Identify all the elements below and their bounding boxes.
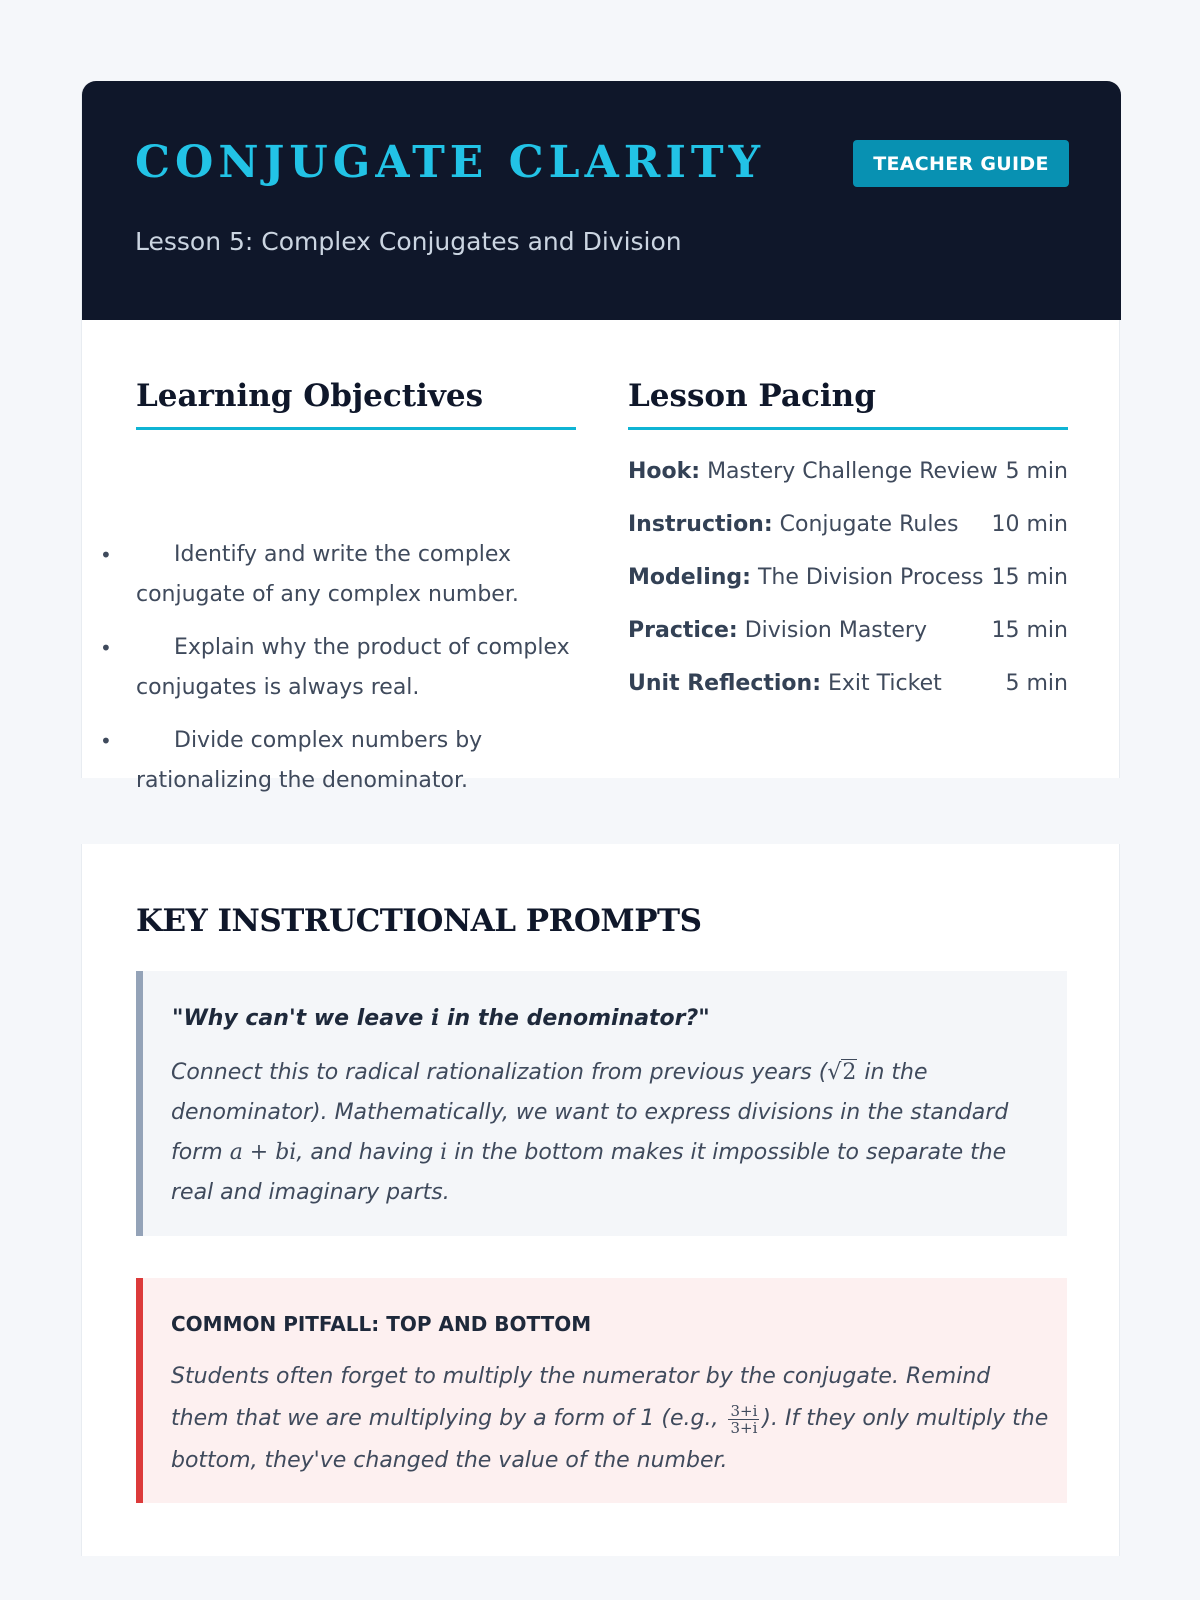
bullet-icon: • <box>100 636 112 660</box>
instructional-prompts-card <box>81 844 1120 1556</box>
objectives-divider <box>136 427 576 430</box>
pacing-heading: Lesson Pacing <box>628 378 876 414</box>
objectives-heading: Learning Objectives <box>136 378 484 414</box>
list-item: • Explain why the product of complex conjugates is always real. <box>136 628 576 708</box>
teacher-guide-badge: TEACHER GUIDE <box>853 140 1069 187</box>
pacing-row: Practice: Division Mastery 15 min <box>628 618 1068 643</box>
prompt-callout <box>136 971 1067 1236</box>
prompt-question: "Why can't we leave i in the denominator?" <box>172 1005 710 1031</box>
pacing-row: Hook: Mastery Challenge Review 5 min <box>628 459 1068 484</box>
prompt-explanation: Connect this to radical rationalization from previous years (√2 in the denominator). Mathematically, we want to express divisions in the standard form a + bi, and having i in the bottom makes it impossible to separate the real and imaginary parts. <box>171 1060 1009 1205</box>
pacing-row: Instruction: Conjugate Rules 10 min <box>628 512 1068 537</box>
pacing-divider <box>628 427 1068 430</box>
prompts-heading: KEY INSTRUCTIONAL PROMPTS <box>136 903 702 939</box>
list-item: • Identify and write the complex conjugate of any complex number. <box>136 535 576 615</box>
bullet-icon: • <box>100 729 112 753</box>
lesson-overview-card <box>81 81 1120 793</box>
pacing-row: Modeling: The Division Process 15 min <box>628 565 1068 590</box>
fraction-expression: $\frac{3+i}{3+i}$ <box>730 1401 758 1437</box>
objectives-list <box>100 535 576 814</box>
pitfall-callout <box>136 1278 1067 1503</box>
page-title: CONJUGATE CLARITY <box>135 137 766 188</box>
pitfall-text: Students often forget to multiply the numerator by the conjugate. Remind them that we are multiplying by a form of 1 (e.g., $\frac{3+i}{3+i}$ ). If they only multiply the bottom, they've changed the value of the number. <box>171 1364 1049 1473</box>
pitfall-title: COMMON PITFALL: TOP AND BOTTOM <box>171 1312 592 1336</box>
lesson-header <box>82 81 1121 320</box>
bullet-icon: • <box>100 543 112 567</box>
pacing-row: Unit Reflection: Exit Ticket 5 min <box>628 671 1068 696</box>
lesson-subtitle: Lesson 5: Complex Conjugates and Division <box>135 227 682 256</box>
sqrt-expression: √2 <box>827 1060 857 1085</box>
list-item: • Divide complex numbers by rationalizing the denominator. <box>136 721 576 801</box>
